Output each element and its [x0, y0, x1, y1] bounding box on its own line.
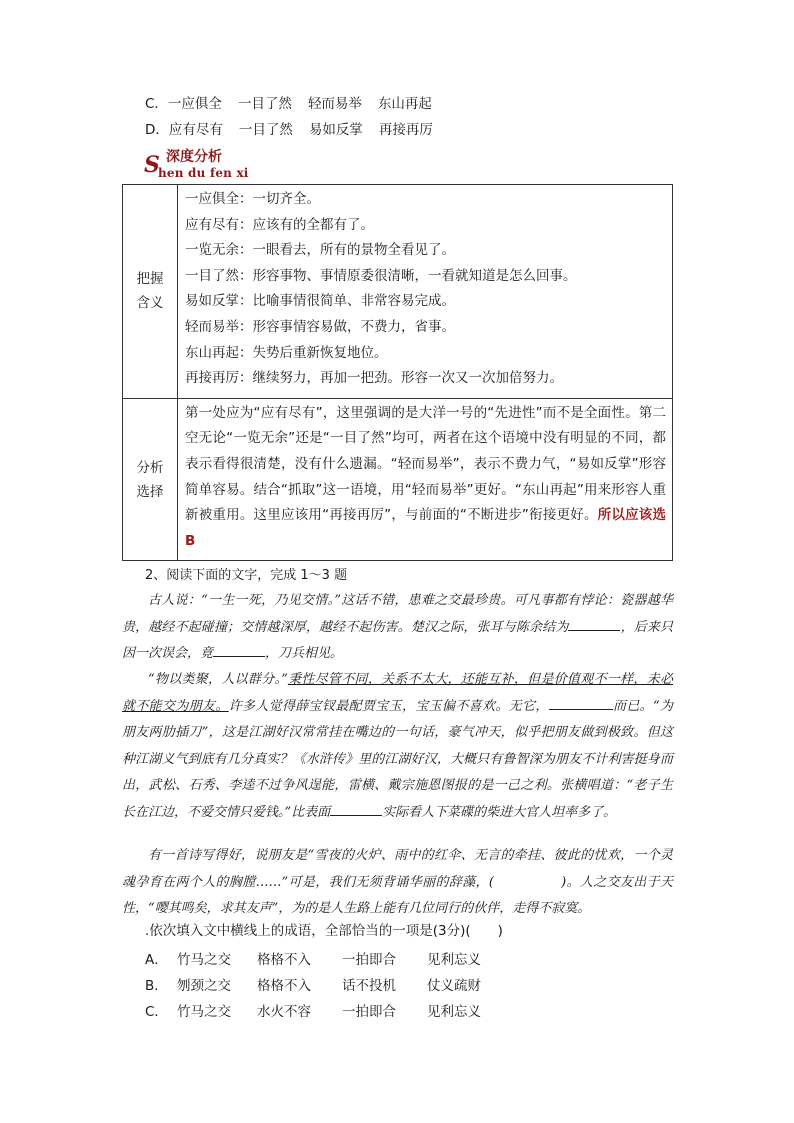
- option-word: 再接再厉: [378, 122, 433, 138]
- option-word: 格格不入: [257, 952, 311, 968]
- definition-line: 再接再厉：继续努力，再加一把劲。形容一次又一次加倍努力。: [185, 370, 563, 387]
- option-word: 一应俱全: [167, 96, 222, 112]
- option-word: 一目了然: [238, 122, 293, 138]
- passage-text: 实际看人下菜碟的柴进大官人坦率多了。: [382, 804, 617, 820]
- passage-text: “物以类聚，人以群分。”: [148, 672, 288, 687]
- option-word: 竹马之交: [177, 1004, 231, 1020]
- option-word: 一拍即合: [342, 1004, 396, 1020]
- option-label: A．: [145, 952, 168, 968]
- option-word: 应有尽有: [168, 122, 223, 138]
- answer-option-a[interactable]: [145, 948, 481, 968]
- row-header-line: 选择: [136, 483, 164, 500]
- option-word: 东山再起: [377, 96, 432, 112]
- option-label: C．: [145, 96, 168, 112]
- passage-text: 许多人觉得薛宝钗最配贾宝玉，宝玉偏不喜欢。无它，: [228, 698, 549, 714]
- question-intro: 2、阅读下面的文字，完成 1～3 题: [145, 568, 348, 583]
- definition-line: 东山再起：失势后重新恢复地位。: [185, 344, 388, 361]
- row-header-analysis: [123, 398, 178, 561]
- fill-blank: [213, 642, 265, 657]
- passage-paragraph-3: [122, 843, 673, 923]
- table-row: [123, 185, 673, 399]
- underlined-sentence: 秉性尽管不同，关系不太大，还能互补，但是价值观不一样，未必就不能交为朋友。: [122, 672, 673, 714]
- option-word: 一拍即合: [342, 952, 396, 968]
- option-word: 一目了然: [237, 96, 292, 112]
- passage-text: ，刀兵相见。: [265, 646, 344, 662]
- fill-blank: [549, 695, 613, 710]
- definitions-cell: [178, 185, 673, 399]
- option-word: 易如反掌: [308, 122, 363, 138]
- definition-line: 轻而易举：形容事情容易做，不费力，省事。: [185, 318, 455, 335]
- option-word: 刎颈之交: [177, 978, 231, 994]
- option-label: D．: [145, 122, 169, 138]
- answer-option-c[interactable]: [145, 1000, 481, 1020]
- definition-line: 应有尽有：应该有的全都有了。: [185, 216, 374, 233]
- analysis-paragraph: 第一处应为“应有尽有”，这里强调的是大洋一号的“先进性”而不是全面性。第二空无论“一览无余”还是“一目了然”均可，两者在这个语境中没有明显的不同，都表示看得很清楚，没有什么遗漏。“轻而易举”，表示不费力气，“易如反掌”形容简单容易。结合“抓取”这一语境，用“轻而易举”更好。“东山再起”用来形容人重新被重用。这里应该用“再接再厉”，与前面的“不断进步”衔接更好。: [185, 404, 666, 524]
- table-row: [123, 398, 673, 561]
- row-header-line: 含义: [136, 295, 164, 312]
- option-c-row: [145, 94, 432, 114]
- definition-line: 一目了然：形容事物、事情原委很清晰，一看就知道是怎么回事。: [185, 267, 577, 284]
- option-word: 水火不容: [257, 1004, 311, 1020]
- option-word: 轻而易举: [307, 96, 362, 112]
- deep-analysis-letter: S: [144, 152, 160, 178]
- option-word: 竹马之交: [177, 952, 231, 968]
- option-word: 格格不入: [257, 978, 311, 994]
- row-header-meaning: [123, 185, 178, 399]
- passage-text: 而已。“为朋友两肋插刀”，这是江湖好汉常常挂在嘴边的一句话，豪气冲天，似乎把朋友做到极致。但这种江湖义气到底有几分真实？《水浒传》里的江湖好汉，大概只有鲁智深为朋友不计利害挺身而出，武松、石秀、李逵不过争风逞能，雷横、戴宗施恩图报的是一己之利。张横唱道：“老子生长在江边，不爱交情只爱钱。”比表面: [122, 698, 673, 820]
- option-label: B．: [145, 978, 168, 994]
- passage-paragraph-2: [122, 667, 673, 827]
- analysis-cell: [178, 398, 673, 561]
- option-label: C．: [145, 1004, 168, 1020]
- definition-line: 一应俱全：一切齐全。: [185, 191, 320, 207]
- option-word: 仗义疏财: [427, 978, 481, 994]
- fill-blank: [568, 616, 620, 631]
- definition-line: 易如反掌：比喻事情很简单、非常容易完成。: [185, 293, 455, 310]
- deep-analysis-title: 深度分析: [166, 149, 222, 165]
- passage-text: 有一首诗写得好，说朋友是“雪夜的火炉、雨中的红伞、无言的牵挂、彼此的忧欢，一个灵魂孕育在两个人的胸膛……”可是，我们无须背诵华丽的辞藻，( )。人之交友出于天性，“嘤其鸣矣，求其友声”，为的是人生路上能有几位同行的伙伴，走得不寂寞。: [122, 848, 673, 917]
- analysis-conclusion: 所以应该选 B: [185, 507, 666, 549]
- option-word: 话不投机: [342, 978, 396, 994]
- option-word: 见利忘义: [427, 1004, 481, 1020]
- passage-paragraph-1: [122, 588, 673, 668]
- option-d-row: [145, 120, 433, 140]
- analysis-table: [122, 184, 673, 561]
- row-header-line: 分析: [136, 459, 164, 476]
- passage-text: 古人说：“一生一死，乃见交情。”这话不错，患难之交最珍贵。可凡事都有悖论：瓷器越华贵，越经不起碰撞；交情越深厚，越经不起伤害。楚汉之际，张耳与陈余结为: [122, 593, 673, 635]
- passage-text: ，后来只因一次误会，竟: [122, 619, 673, 662]
- option-word: 见利忘义: [427, 952, 481, 968]
- definition-line: 一览无余：一眼看去，所有的景物全看见了。: [185, 242, 455, 259]
- deep-analysis-pinyin: hen du fen xi: [158, 166, 249, 180]
- answer-option-b[interactable]: [145, 974, 481, 994]
- sub-question: .依次填入文中横线上的成语，全部恰当的一项是(3分)( ): [145, 923, 503, 939]
- analysis-text: [185, 401, 666, 555]
- fill-blank: [330, 801, 382, 816]
- row-header-line: 把握: [136, 271, 164, 288]
